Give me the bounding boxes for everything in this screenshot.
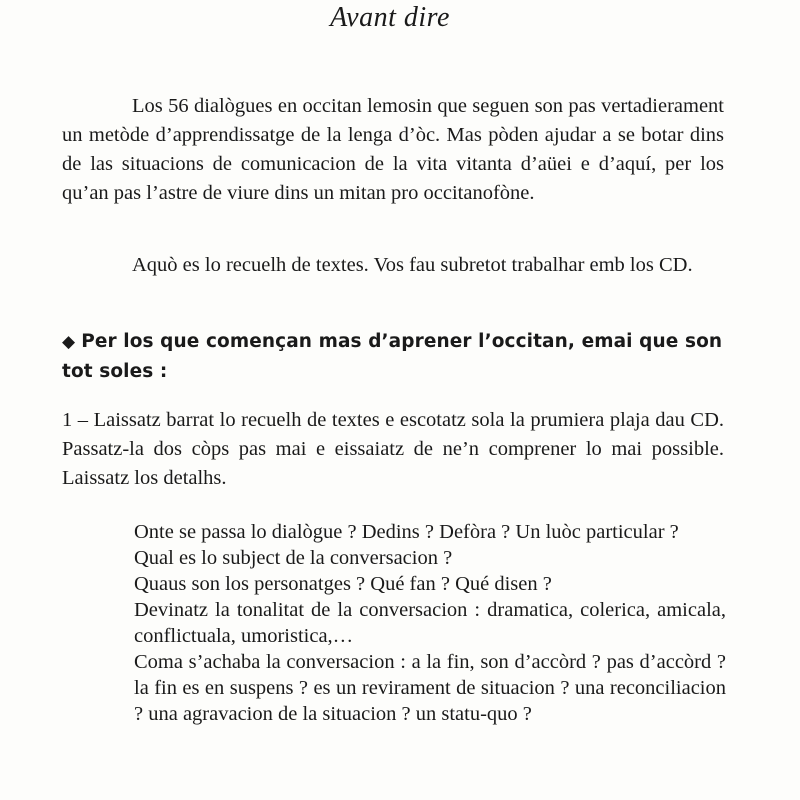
list-item: Qual es lo subject de la conversacion ? — [134, 547, 453, 569]
section-heading — [62, 327, 724, 386]
step-1-paragraph: 1 – Laissatz barrat lo recuelh de textes e escotatz sola la prumiera plaja dau CD. Passatz-la dos còps pas mai e eissaiatz de ne’n comprener lo mai possible. Laissatz los detalhs. — [62, 409, 724, 489]
page-title: Avant dire — [330, 2, 450, 33]
question-list — [134, 519, 726, 727]
list-item: Devinatz la tonalitat de la conversacion : dramatica, colerica, amicala, conflictuala, umoristica,… — [134, 599, 726, 647]
intro-paragraph: Los 56 dialògues en occitan lemosin que seguen son pas vertadierament un metòde d’apprendissatge de la lenga d’òc. Mas pòden ajudar a se botar dins de las situacions de comunicacion de la vita vitanta d’aüei e d’aquí, per los qu’an pas l’astre de viure dins un mitan pro occitanofòne. — [62, 95, 724, 204]
diamond-icon: ◆ — [62, 332, 76, 352]
section-heading-text: Per los que començan mas d’aprener l’occitan, emai que son tot soles : — [62, 331, 723, 382]
list-item: Coma s’achaba la conversacion : a la fin, son d’accòrd ? pas d’accòrd ? la fin es en suspens ? es un revirament de situacion ? una reconciliacion ? una agravacion de la situacion ? un statu-quo ? — [134, 651, 726, 725]
list-item: Quaus son los personatges ? Qué fan ? Qué disen ? — [134, 573, 552, 595]
list-item: Onte se passa lo dialògue ? Dedins ? Defòra ? Un luòc particular ? — [134, 521, 679, 543]
second-paragraph: Aquò es lo recuelh de textes. Vos fau subretot trabalhar emb los CD. — [132, 254, 693, 276]
